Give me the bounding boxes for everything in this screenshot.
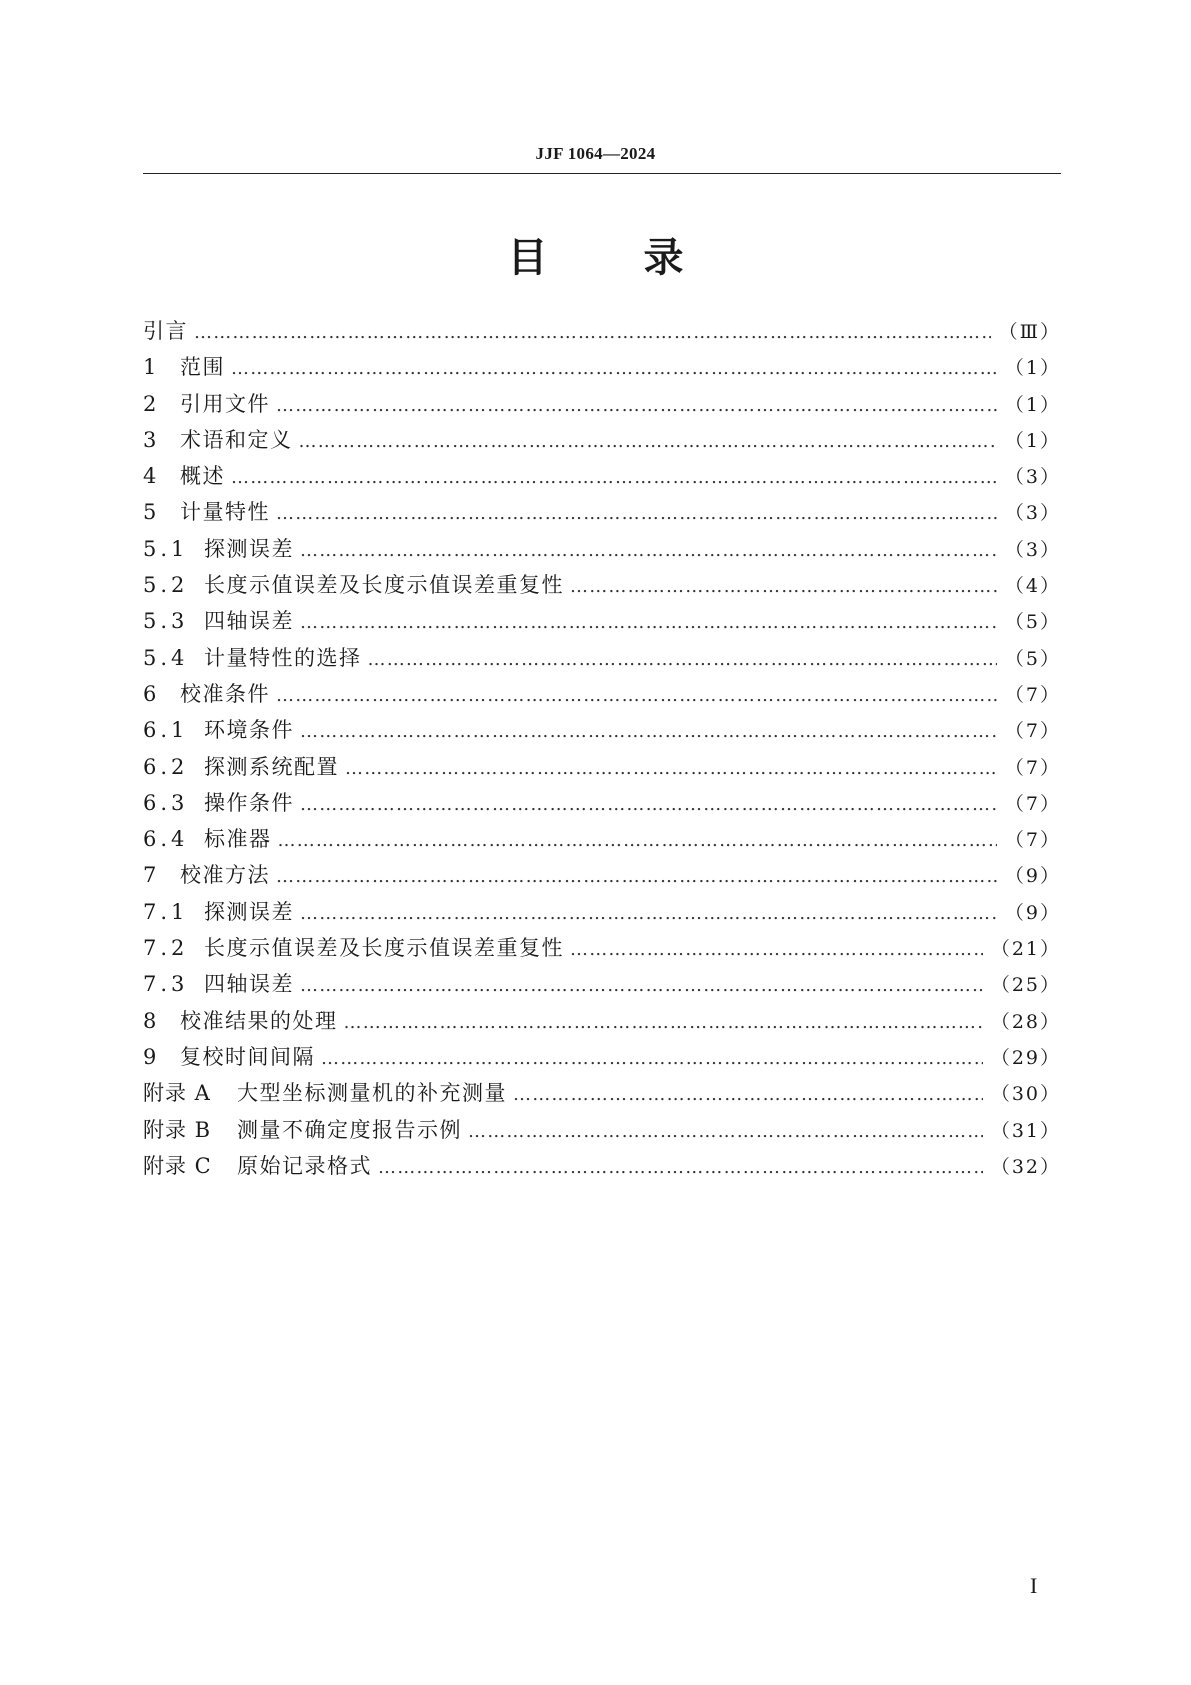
document-code: JJF 1064—2024 xyxy=(535,144,656,163)
toc-entry[interactable] xyxy=(143,349,1061,385)
toc-entry-number: 6.2 xyxy=(143,754,189,779)
toc-entry[interactable] xyxy=(143,785,1061,821)
toc-entry-title: 探测误差 xyxy=(204,536,294,561)
toc-leader-dots xyxy=(300,896,997,932)
toc-entry-page: （29） xyxy=(990,1046,1061,1069)
toc-entry-number: 附录 B xyxy=(143,1117,212,1142)
toc-entry-title: 计量特性的选择 xyxy=(204,645,362,670)
table-of-contents xyxy=(143,313,1061,1184)
toc-entry-number: 9 xyxy=(143,1044,161,1069)
toc-leader-dots xyxy=(278,823,997,859)
toc-entry-number: 1 xyxy=(143,355,161,380)
toc-leader-dots xyxy=(276,496,997,532)
title-char-1: 目 xyxy=(507,235,548,281)
toc-leader-dots xyxy=(300,533,997,569)
header-rule xyxy=(143,173,1061,174)
toc-leader-dots xyxy=(276,678,997,714)
toc-entry-title: 计量特性 xyxy=(180,500,270,525)
toc-entry-page: （21） xyxy=(990,938,1061,961)
toc-entry[interactable] xyxy=(143,894,1061,930)
toc-entry-title: 范围 xyxy=(180,355,225,380)
toc-entry[interactable] xyxy=(143,1039,1061,1075)
toc-entry-title: 大型坐标测量机的补充测量 xyxy=(237,1081,507,1106)
toc-entry-page: （7） xyxy=(1004,683,1061,706)
toc-leader-dots xyxy=(345,751,997,787)
toc-entry-number: 2 xyxy=(143,391,161,416)
toc-entry-number: 6 xyxy=(143,681,161,706)
toc-entry[interactable] xyxy=(143,603,1061,639)
toc-entry-page: （3） xyxy=(1004,502,1061,525)
toc-entry-page: （5） xyxy=(1004,647,1061,670)
toc-entry-title: 长度示值误差及长度示值误差重复性 xyxy=(204,573,564,598)
toc-entry-number: 附录 A xyxy=(143,1081,211,1106)
toc-entry[interactable] xyxy=(143,458,1061,494)
toc-leader-dots xyxy=(231,351,997,387)
toc-leader-dots xyxy=(299,424,997,460)
toc-leader-dots xyxy=(378,1150,983,1186)
toc-entry-title: 引用文件 xyxy=(180,391,270,416)
toc-entry-number: 6.1 xyxy=(143,718,189,743)
toc-entry-page: （7） xyxy=(1004,829,1061,852)
toc-entry-title: 测量不确定度报告示例 xyxy=(237,1117,462,1142)
toc-entry-page: （25） xyxy=(990,974,1061,997)
toc-entry-number: 8 xyxy=(143,1008,161,1033)
page-number: I xyxy=(1030,1573,1038,1598)
toc-entry[interactable] xyxy=(143,966,1061,1002)
toc-entry-page: （28） xyxy=(990,1010,1061,1033)
toc-entry[interactable] xyxy=(143,857,1061,893)
toc-entry-number: 7.3 xyxy=(143,972,189,997)
toc-entry-number: 6.4 xyxy=(143,827,189,852)
toc-leader-dots xyxy=(231,460,997,496)
toc-entry[interactable] xyxy=(143,930,1061,966)
toc-entry-title: 探测误差 xyxy=(204,899,294,924)
toc-entry[interactable] xyxy=(143,567,1061,603)
toc-entry-page: （3） xyxy=(1004,466,1061,489)
toc-leader-dots xyxy=(321,1041,983,1077)
toc-entry-number: 5.1 xyxy=(143,536,189,561)
toc-entry[interactable] xyxy=(143,313,1061,349)
toc-entry-page: （7） xyxy=(1004,756,1061,779)
toc-entry-page: （30） xyxy=(990,1083,1061,1106)
toc-leader-dots xyxy=(344,1005,983,1041)
toc-entry-page: （5） xyxy=(1004,611,1061,634)
toc-entry-page: （4） xyxy=(1004,575,1061,598)
toc-entry-number: 7.2 xyxy=(143,936,189,961)
toc-entry-title: 操作条件 xyxy=(204,790,294,815)
toc-leader-dots xyxy=(300,968,983,1004)
toc-entry[interactable] xyxy=(143,749,1061,785)
page-title xyxy=(0,226,1191,283)
toc-entry-title: 环境条件 xyxy=(204,718,294,743)
toc-entry-number: 7.1 xyxy=(143,899,189,924)
toc-entry[interactable] xyxy=(143,1003,1061,1039)
toc-leader-dots xyxy=(276,388,997,424)
toc-leader-dots xyxy=(300,787,997,823)
toc-entry-number: 5.2 xyxy=(143,573,189,598)
toc-leader-dots xyxy=(194,315,991,351)
toc-entry-number: 5.3 xyxy=(143,609,189,634)
toc-entry-title: 校准条件 xyxy=(180,681,270,706)
toc-entry-page: （31） xyxy=(990,1119,1061,1142)
toc-entry-page: （7） xyxy=(1004,792,1061,815)
toc-entry-title: 概述 xyxy=(180,464,225,489)
toc-entry[interactable] xyxy=(143,821,1061,857)
toc-leader-dots xyxy=(570,932,983,968)
toc-leader-dots xyxy=(300,605,997,641)
toc-entry-page: （1） xyxy=(1004,393,1061,416)
toc-entry-title: 四轴误差 xyxy=(204,972,294,997)
toc-entry-title: 长度示值误差及长度示值误差重复性 xyxy=(204,936,564,961)
toc-entry-number: 5 xyxy=(143,500,161,525)
toc-entry-page: （7） xyxy=(1004,720,1061,743)
toc-leader-dots xyxy=(570,569,997,605)
toc-entry-page: （1） xyxy=(1004,429,1061,452)
toc-entry-page: （1） xyxy=(1004,357,1061,380)
toc-entry[interactable] xyxy=(143,494,1061,530)
title-char-2: 录 xyxy=(643,235,684,281)
toc-leader-dots xyxy=(276,859,997,895)
toc-entry[interactable] xyxy=(143,1075,1061,1111)
toc-entry-number: 5.4 xyxy=(143,645,189,670)
toc-entry-title: 四轴误差 xyxy=(204,609,294,634)
toc-entry[interactable] xyxy=(143,422,1061,458)
toc-entry-title: 引言 xyxy=(143,319,188,343)
toc-entry[interactable] xyxy=(143,676,1061,712)
toc-entry-title: 术语和定义 xyxy=(180,427,293,452)
toc-entry-page: （32） xyxy=(990,1155,1061,1178)
toc-entry-number: 7 xyxy=(143,863,161,888)
toc-leader-dots xyxy=(300,714,997,750)
toc-entry-number: 6.3 xyxy=(143,790,189,815)
toc-entry-title: 复校时间间隔 xyxy=(180,1044,315,1069)
toc-leader-dots xyxy=(468,1114,983,1150)
toc-entry-number: 3 xyxy=(143,427,161,452)
toc-entry[interactable] xyxy=(143,712,1061,748)
toc-entry-title: 校准结果的处理 xyxy=(180,1008,338,1033)
toc-entry-title: 标准器 xyxy=(204,827,272,852)
toc-entry-page: （Ⅲ） xyxy=(998,321,1061,343)
toc-entry[interactable] xyxy=(143,640,1061,676)
toc-entry-number: 附录 C xyxy=(143,1153,212,1178)
toc-entry-title: 校准方法 xyxy=(180,863,270,888)
toc-entry-page: （9） xyxy=(1004,865,1061,888)
toc-entry-number: 4 xyxy=(143,464,161,489)
toc-leader-dots xyxy=(368,642,997,678)
toc-leader-dots xyxy=(513,1077,983,1113)
toc-entry[interactable] xyxy=(143,531,1061,567)
toc-entry-page: （3） xyxy=(1004,538,1061,561)
toc-entry[interactable] xyxy=(143,1112,1061,1148)
toc-entry-title: 探测系统配置 xyxy=(204,754,339,779)
toc-entry[interactable] xyxy=(143,1148,1061,1184)
toc-entry-page: （9） xyxy=(1004,901,1061,924)
toc-entry[interactable] xyxy=(143,386,1061,422)
toc-entry-title: 原始记录格式 xyxy=(237,1153,372,1178)
